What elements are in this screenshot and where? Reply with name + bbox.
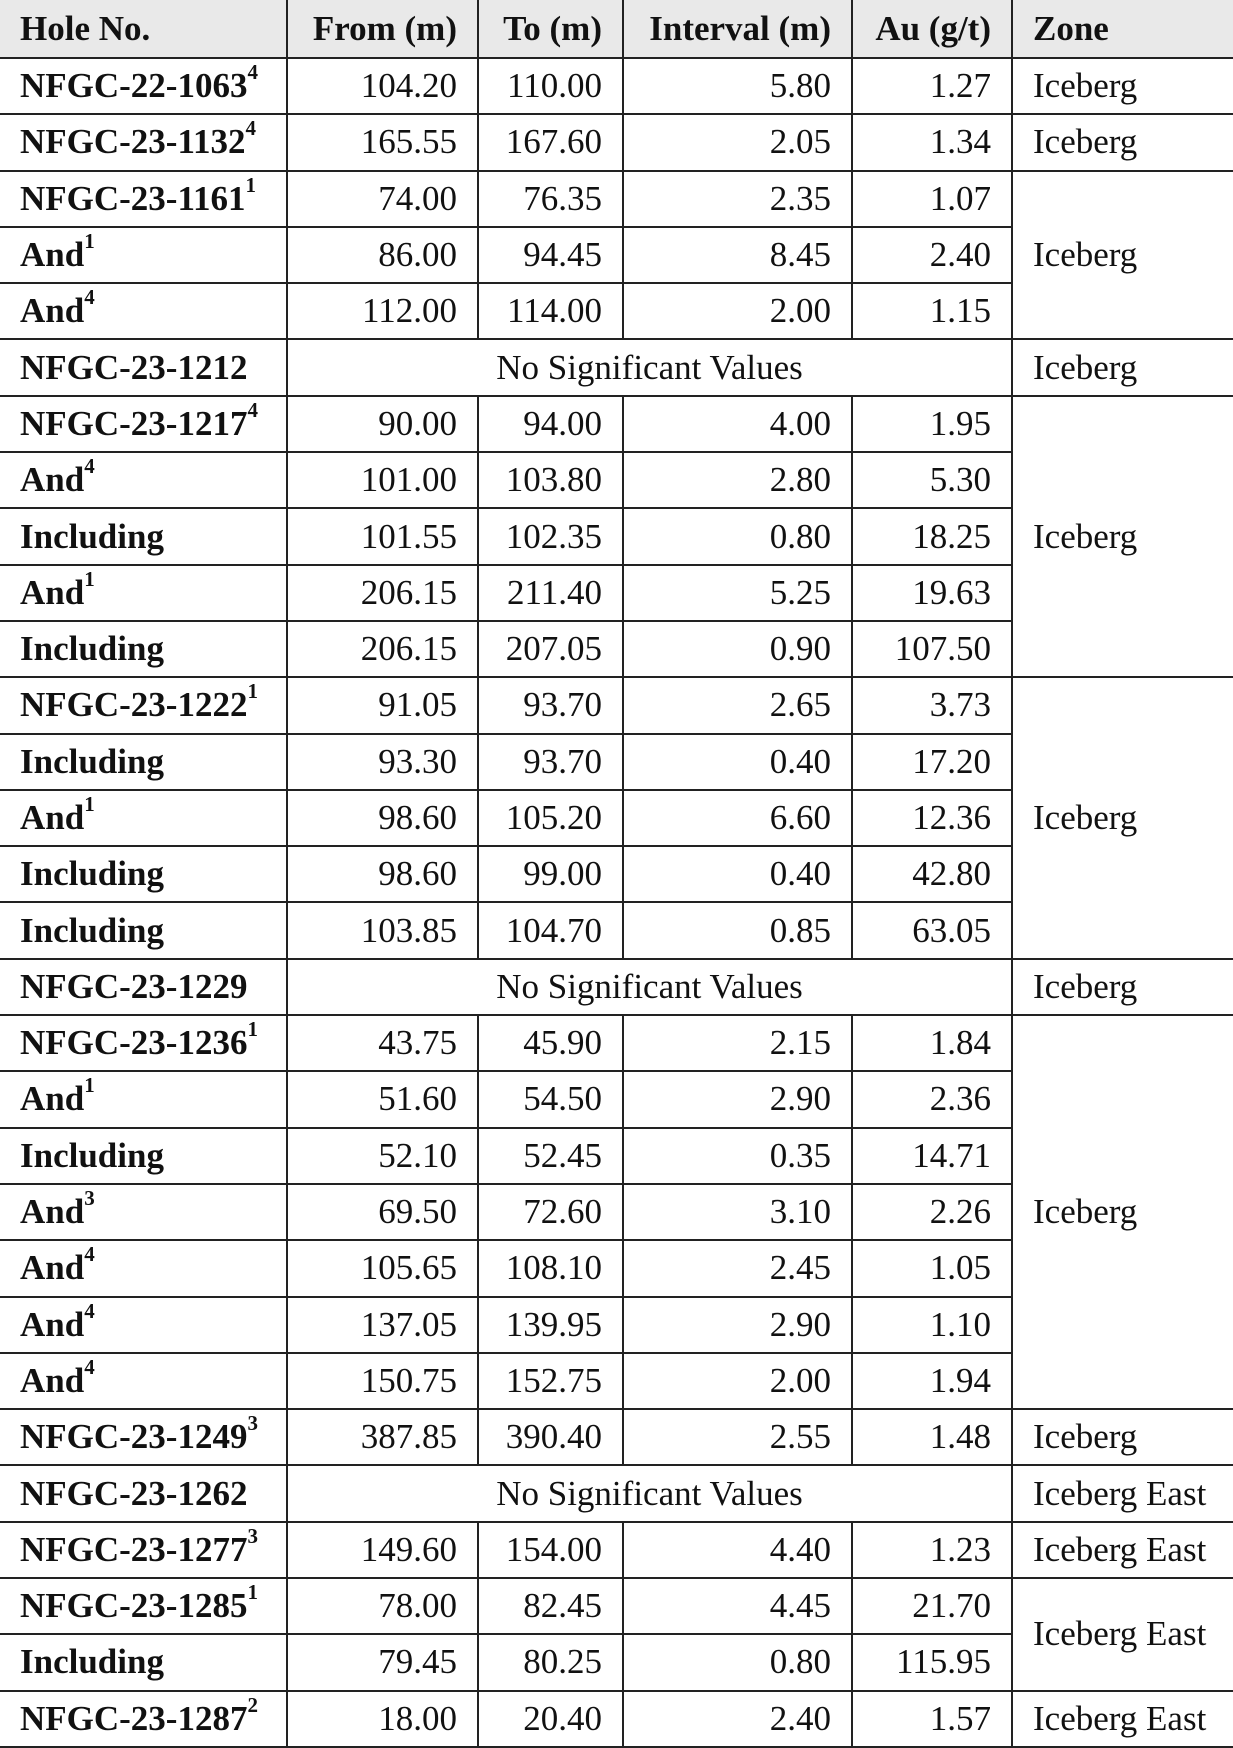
to-cell: 93.70 xyxy=(478,677,623,733)
au-grade-cell: 19.63 xyxy=(852,565,1012,621)
footnote-marker: 4 xyxy=(84,1355,95,1380)
au-grade-cell: 2.36 xyxy=(852,1071,1012,1127)
au-grade-cell: 1.10 xyxy=(852,1297,1012,1353)
table-row xyxy=(0,1015,1233,1071)
hole-no-cell xyxy=(0,790,287,846)
to-cell: 76.35 xyxy=(478,171,623,227)
hole-no-label: Including xyxy=(20,516,164,556)
hole-no-cell xyxy=(0,508,287,564)
footnote-marker: 3 xyxy=(84,1186,95,1211)
au-grade-cell: 1.23 xyxy=(852,1522,1012,1578)
au-grade-cell: 1.84 xyxy=(852,1015,1012,1071)
from-cell: 105.65 xyxy=(287,1240,478,1296)
hole-no-cell xyxy=(0,1691,287,1747)
from-cell: 43.75 xyxy=(287,1015,478,1071)
hole-no-label: And xyxy=(20,1248,85,1288)
to-cell: 108.10 xyxy=(478,1240,623,1296)
table-row xyxy=(0,1409,1233,1465)
from-cell: 79.45 xyxy=(287,1634,478,1690)
header-from: From (m) xyxy=(287,0,478,58)
zone-cell: Iceberg East xyxy=(1012,1465,1233,1521)
hole-no-label: And xyxy=(20,1192,85,1232)
header-hole-no: Hole No. xyxy=(0,0,287,58)
hole-no-label: NFGC-23-1277 xyxy=(20,1529,248,1569)
au-grade-cell: 1.94 xyxy=(852,1353,1012,1409)
to-cell: 82.45 xyxy=(478,1578,623,1634)
hole-no-cell xyxy=(0,1297,287,1353)
hole-no-cell xyxy=(0,452,287,508)
zone-cell: Iceberg xyxy=(1012,959,1233,1015)
hole-no-cell xyxy=(0,565,287,621)
from-cell: 112.00 xyxy=(287,283,478,339)
interval-cell: 0.40 xyxy=(623,734,852,790)
au-grade-cell: 1.95 xyxy=(852,396,1012,452)
footnote-marker: 1 xyxy=(84,792,95,817)
from-cell: 98.60 xyxy=(287,846,478,902)
table-row xyxy=(0,339,1233,395)
hole-no-label: Including xyxy=(20,910,164,950)
hole-no-label: NFGC-23-1285 xyxy=(20,1586,248,1626)
interval-cell: 4.40 xyxy=(623,1522,852,1578)
from-cell: 93.30 xyxy=(287,734,478,790)
from-cell: 101.00 xyxy=(287,452,478,508)
from-cell: 52.10 xyxy=(287,1128,478,1184)
au-grade-cell: 18.25 xyxy=(852,508,1012,564)
interval-cell: 4.45 xyxy=(623,1578,852,1634)
hole-no-label: NFGC-23-1262 xyxy=(20,1473,248,1513)
zone-cell: Iceberg xyxy=(1012,677,1233,958)
hole-no-label: NFGC-23-1217 xyxy=(20,403,248,443)
to-cell: 72.60 xyxy=(478,1184,623,1240)
footnote-marker: 1 xyxy=(247,1017,258,1042)
zone-cell: Iceberg xyxy=(1012,171,1233,340)
interval-cell: 2.45 xyxy=(623,1240,852,1296)
hole-no-label: And xyxy=(20,1360,85,1400)
hole-no-cell xyxy=(0,283,287,339)
from-cell: 150.75 xyxy=(287,1353,478,1409)
table-row xyxy=(0,959,1233,1015)
hole-no-label: And xyxy=(20,1079,85,1119)
interval-cell: 8.45 xyxy=(623,227,852,283)
footnote-marker: 1 xyxy=(84,1073,95,1098)
from-cell: 104.20 xyxy=(287,58,478,114)
table-row xyxy=(0,58,1233,114)
hole-no-cell xyxy=(0,959,287,1015)
interval-cell: 5.80 xyxy=(623,58,852,114)
au-grade-cell: 14.71 xyxy=(852,1128,1012,1184)
zone-cell: Iceberg xyxy=(1012,339,1233,395)
to-cell: 94.45 xyxy=(478,227,623,283)
interval-cell: 3.10 xyxy=(623,1184,852,1240)
au-grade-cell: 2.40 xyxy=(852,227,1012,283)
from-cell: 69.50 xyxy=(287,1184,478,1240)
au-grade-cell: 5.30 xyxy=(852,452,1012,508)
au-grade-cell: 1.27 xyxy=(852,58,1012,114)
to-cell: 45.90 xyxy=(478,1015,623,1071)
to-cell: 93.70 xyxy=(478,734,623,790)
hole-no-label: Including xyxy=(20,629,164,669)
footnote-marker: 4 xyxy=(84,1298,95,1323)
to-cell: 114.00 xyxy=(478,283,623,339)
to-cell: 104.70 xyxy=(478,902,623,958)
au-grade-cell: 107.50 xyxy=(852,621,1012,677)
au-grade-cell: 1.15 xyxy=(852,283,1012,339)
footnote-marker: 4 xyxy=(84,1242,95,1267)
hole-no-label: NFGC-23-1236 xyxy=(20,1023,248,1063)
from-cell: 103.85 xyxy=(287,902,478,958)
hole-no-cell xyxy=(0,1465,287,1521)
to-cell: 80.25 xyxy=(478,1634,623,1690)
hole-no-cell xyxy=(0,396,287,452)
au-grade-cell: 21.70 xyxy=(852,1578,1012,1634)
hole-no-label: And xyxy=(20,572,85,612)
footnote-marker: 1 xyxy=(84,566,95,591)
interval-cell: 0.90 xyxy=(623,621,852,677)
hole-no-cell xyxy=(0,1353,287,1409)
hole-no-cell xyxy=(0,734,287,790)
table-body xyxy=(0,58,1233,1747)
no-significant-values-cell: No Significant Values xyxy=(287,1465,1012,1521)
from-cell: 74.00 xyxy=(287,171,478,227)
from-cell: 98.60 xyxy=(287,790,478,846)
zone-cell: Iceberg xyxy=(1012,396,1233,677)
from-cell: 101.55 xyxy=(287,508,478,564)
header-au: Au (g/t) xyxy=(852,0,1012,58)
hole-no-cell xyxy=(0,1522,287,1578)
interval-cell: 2.05 xyxy=(623,114,852,170)
zone-cell: Iceberg xyxy=(1012,1409,1233,1465)
from-cell: 149.60 xyxy=(287,1522,478,1578)
zone-cell: Iceberg East xyxy=(1012,1522,1233,1578)
hole-no-label: NFGC-23-1222 xyxy=(20,685,248,725)
hole-no-label: And xyxy=(20,291,85,331)
interval-cell: 0.40 xyxy=(623,846,852,902)
from-cell: 86.00 xyxy=(287,227,478,283)
footnote-marker: 1 xyxy=(245,172,257,197)
to-cell: 207.05 xyxy=(478,621,623,677)
hole-no-label: And xyxy=(20,460,85,500)
table-row xyxy=(0,1465,1233,1521)
table-row xyxy=(0,677,1233,733)
table-row xyxy=(0,114,1233,170)
hole-no-label: Including xyxy=(20,741,164,781)
from-cell: 165.55 xyxy=(287,114,478,170)
hole-no-label: NFGC-23-1161 xyxy=(20,178,246,218)
hole-no-label: NFGC-23-1132 xyxy=(20,122,246,162)
table-row xyxy=(0,1522,1233,1578)
interval-cell: 5.25 xyxy=(623,565,852,621)
hole-no-cell xyxy=(0,58,287,114)
au-grade-cell: 1.48 xyxy=(852,1409,1012,1465)
zone-cell: Iceberg xyxy=(1012,58,1233,114)
footnote-marker: 3 xyxy=(247,1524,258,1549)
header-row xyxy=(0,0,1233,58)
to-cell: 103.80 xyxy=(478,452,623,508)
hole-no-label: NFGC-23-1212 xyxy=(20,347,248,387)
interval-cell: 4.00 xyxy=(623,396,852,452)
zone-cell: Iceberg xyxy=(1012,114,1233,170)
footnote-marker: 4 xyxy=(245,116,257,141)
zone-cell: Iceberg East xyxy=(1012,1578,1233,1691)
interval-cell: 2.40 xyxy=(623,1691,852,1747)
footnote-marker: 4 xyxy=(84,285,95,310)
footnote-marker: 1 xyxy=(247,679,258,704)
interval-cell: 0.80 xyxy=(623,1634,852,1690)
interval-cell: 2.90 xyxy=(623,1297,852,1353)
hole-no-cell xyxy=(0,1634,287,1690)
au-grade-cell: 63.05 xyxy=(852,902,1012,958)
footnote-marker: 3 xyxy=(247,1411,258,1436)
hole-no-cell xyxy=(0,1409,287,1465)
hole-no-label: NFGC-23-1249 xyxy=(20,1417,248,1457)
from-cell: 51.60 xyxy=(287,1071,478,1127)
table-header xyxy=(0,0,1233,58)
to-cell: 139.95 xyxy=(478,1297,623,1353)
hole-no-cell xyxy=(0,1015,287,1071)
hole-no-cell xyxy=(0,846,287,902)
hole-no-cell xyxy=(0,1128,287,1184)
hole-no-label: And xyxy=(20,798,85,837)
hole-no-cell xyxy=(0,114,287,170)
table-row xyxy=(0,1691,1233,1747)
hole-no-cell xyxy=(0,1184,287,1240)
au-grade-cell: 12.36 xyxy=(852,790,1012,846)
hole-no-cell xyxy=(0,227,287,283)
from-cell: 78.00 xyxy=(287,1578,478,1634)
interval-cell: 2.90 xyxy=(623,1071,852,1127)
from-cell: 206.15 xyxy=(287,621,478,677)
au-grade-cell: 42.80 xyxy=(852,846,1012,902)
no-significant-values-cell: No Significant Values xyxy=(287,959,1012,1015)
to-cell: 152.75 xyxy=(478,1353,623,1409)
hole-no-label: Including xyxy=(20,1642,164,1682)
interval-cell: 6.60 xyxy=(623,790,852,846)
au-grade-cell: 2.26 xyxy=(852,1184,1012,1240)
zone-cell: Iceberg East xyxy=(1012,1691,1233,1747)
to-cell: 105.20 xyxy=(478,790,623,846)
to-cell: 94.00 xyxy=(478,396,623,452)
zone-cell: Iceberg xyxy=(1012,1015,1233,1409)
footnote-marker: 4 xyxy=(247,60,258,85)
interval-cell: 0.80 xyxy=(623,508,852,564)
footnote-marker: 4 xyxy=(247,398,258,423)
to-cell: 110.00 xyxy=(478,58,623,114)
interval-cell: 2.55 xyxy=(623,1409,852,1465)
to-cell: 54.50 xyxy=(478,1071,623,1127)
to-cell: 99.00 xyxy=(478,846,623,902)
footnote-marker: 1 xyxy=(84,229,95,254)
to-cell: 154.00 xyxy=(478,1522,623,1578)
from-cell: 137.05 xyxy=(287,1297,478,1353)
hole-no-label: And xyxy=(20,235,85,275)
hole-no-label: Including xyxy=(20,1135,164,1175)
hole-no-cell xyxy=(0,621,287,677)
table-row xyxy=(0,1578,1233,1634)
hole-no-label: NFGC-23-1287 xyxy=(20,1698,248,1738)
from-cell: 18.00 xyxy=(287,1691,478,1747)
to-cell: 211.40 xyxy=(478,565,623,621)
au-grade-cell: 1.34 xyxy=(852,114,1012,170)
interval-cell: 2.00 xyxy=(623,283,852,339)
footnote-marker: 1 xyxy=(247,1580,258,1605)
footnote-marker: 2 xyxy=(247,1692,258,1717)
hole-no-label: Including xyxy=(20,854,164,894)
hole-no-label: NFGC-22-1063 xyxy=(20,66,248,106)
to-cell: 102.35 xyxy=(478,508,623,564)
hole-no-label: And xyxy=(20,1304,85,1344)
no-significant-values-cell: No Significant Values xyxy=(287,339,1012,395)
from-cell: 387.85 xyxy=(287,1409,478,1465)
table-row xyxy=(0,396,1233,452)
interval-cell: 2.15 xyxy=(623,1015,852,1071)
table-row xyxy=(0,171,1233,227)
hole-no-cell xyxy=(0,1071,287,1127)
hole-no-cell xyxy=(0,1578,287,1634)
au-grade-cell: 17.20 xyxy=(852,734,1012,790)
au-grade-cell: 1.07 xyxy=(852,171,1012,227)
header-to: To (m) xyxy=(478,0,623,58)
hole-no-cell xyxy=(0,902,287,958)
to-cell: 20.40 xyxy=(478,1691,623,1747)
au-grade-cell: 1.57 xyxy=(852,1691,1012,1747)
header-zone: Zone xyxy=(1012,0,1233,58)
from-cell: 206.15 xyxy=(287,565,478,621)
interval-cell: 2.35 xyxy=(623,171,852,227)
interval-cell: 2.65 xyxy=(623,677,852,733)
hole-no-cell xyxy=(0,171,287,227)
to-cell: 167.60 xyxy=(478,114,623,170)
hole-no-label: NFGC-23-1229 xyxy=(20,966,248,1006)
hole-no-cell xyxy=(0,1240,287,1296)
header-interval: Interval (m) xyxy=(623,0,852,58)
from-cell: 90.00 xyxy=(287,396,478,452)
interval-cell: 0.85 xyxy=(623,902,852,958)
to-cell: 390.40 xyxy=(478,1409,623,1465)
interval-cell: 2.00 xyxy=(623,1353,852,1409)
interval-cell: 0.35 xyxy=(623,1128,852,1184)
hole-no-cell xyxy=(0,339,287,395)
au-grade-cell: 115.95 xyxy=(852,1634,1012,1690)
hole-no-cell xyxy=(0,677,287,733)
au-grade-cell: 3.73 xyxy=(852,677,1012,733)
interval-cell: 2.80 xyxy=(623,452,852,508)
to-cell: 52.45 xyxy=(478,1128,623,1184)
footnote-marker: 4 xyxy=(84,454,95,479)
au-grade-cell: 1.05 xyxy=(852,1240,1012,1296)
from-cell: 91.05 xyxy=(287,677,478,733)
